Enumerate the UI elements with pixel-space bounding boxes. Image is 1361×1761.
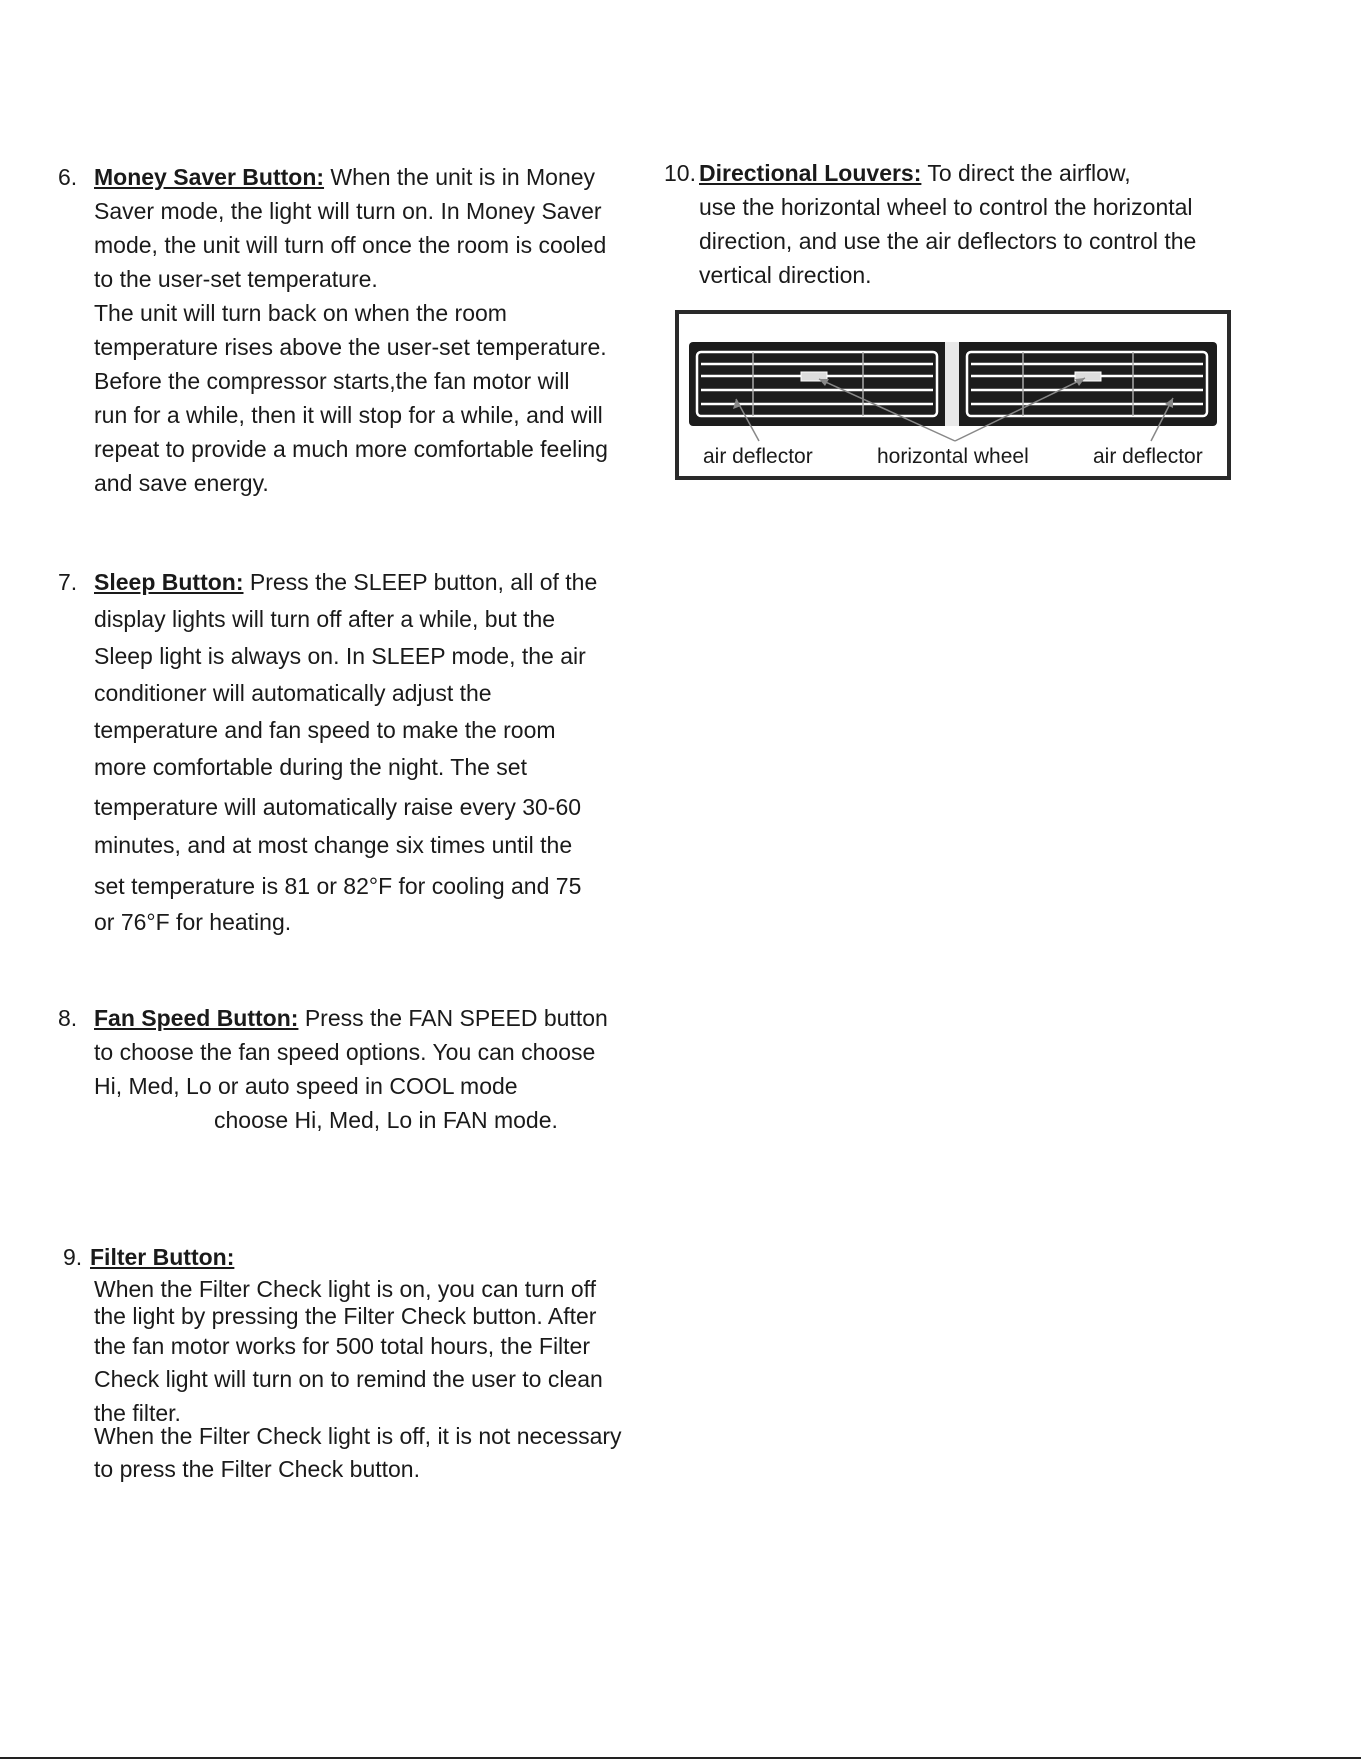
caption-horizontal-wheel: horizontal wheel bbox=[877, 445, 1029, 468]
item-text: the filter. bbox=[94, 1400, 181, 1426]
item-text: Press the FAN SPEED button bbox=[298, 1005, 608, 1031]
louver-figure bbox=[675, 310, 1231, 480]
item-first-line bbox=[94, 1001, 608, 1035]
item-first-line bbox=[699, 156, 1131, 190]
item-heading: Sleep Button: bbox=[94, 569, 244, 595]
item-text: more comfortable during the night. The set bbox=[94, 754, 527, 780]
item-text: or 76°F for heating. bbox=[94, 909, 292, 935]
item-text: Check light will turn on to remind the user to clean bbox=[94, 1366, 603, 1392]
caption-left-air-deflector: air deflector bbox=[703, 445, 813, 468]
item-text: When the unit is in Money bbox=[324, 164, 596, 190]
item-text: use the horizontal wheel to control the horizontal bbox=[699, 194, 1193, 220]
item-number: 6. bbox=[58, 164, 78, 190]
section-directional-louvers bbox=[664, 156, 1304, 296]
louver-divider bbox=[945, 342, 959, 426]
item-text: When the Filter Check light is off, it is not necessary bbox=[94, 1423, 622, 1449]
item-number: 10. bbox=[664, 160, 696, 186]
caption-right-air-deflector: air deflector bbox=[1093, 445, 1203, 468]
section-sleep bbox=[58, 565, 658, 945]
item-text: to choose the fan speed options. You can choose bbox=[94, 1039, 596, 1065]
item-text: Hi, Med, Lo or auto speed in COOL mode bbox=[94, 1073, 518, 1099]
item-number: 7. bbox=[58, 569, 78, 595]
item-text: To direct the airflow, bbox=[921, 160, 1131, 186]
item-text: and save energy. bbox=[94, 470, 269, 496]
item-text: vertical direction. bbox=[699, 262, 872, 288]
item-text: temperature and fan speed to make the room bbox=[94, 717, 556, 743]
item-text: Before the compressor starts,the fan motor will bbox=[94, 368, 570, 394]
item-heading: Money Saver Button: bbox=[94, 164, 325, 190]
footer-rule bbox=[0, 1757, 1361, 1759]
item-first-line bbox=[90, 1240, 234, 1274]
section-fan-speed bbox=[58, 1001, 678, 1141]
section-filter bbox=[58, 1240, 698, 1500]
item-text: display lights will turn off after a while, but the bbox=[94, 606, 556, 632]
item-text: the light by pressing the Filter Check button. After bbox=[94, 1303, 597, 1329]
item-text: set temperature is 81 or 82°F for cooling and 75 bbox=[94, 873, 582, 899]
item-text: the fan motor works for 500 total hours, the Filter bbox=[94, 1333, 591, 1359]
item-text: direction, and use the air deflectors to control the bbox=[699, 228, 1197, 254]
item-heading: Filter Button: bbox=[90, 1244, 235, 1270]
item-text: minutes, and at most change six times until the bbox=[94, 832, 573, 858]
item-text: Sleep light is always on. In SLEEP mode, the air bbox=[94, 643, 586, 669]
item-text: run for a while, then it will stop for a while, and will bbox=[94, 402, 603, 428]
item-text: mode, the unit will turn off once the room is cooled bbox=[94, 232, 607, 258]
item-text: The unit will turn back on when the room bbox=[94, 300, 507, 326]
item-heading: Fan Speed Button: bbox=[94, 1005, 299, 1031]
item-text: conditioner will automatically adjust the bbox=[94, 680, 492, 706]
item-text: to the user-set temperature. bbox=[94, 266, 378, 292]
item-heading: Directional Louvers: bbox=[699, 160, 922, 186]
item-text: When the Filter Check light is on, you can turn off bbox=[94, 1276, 596, 1302]
item-text: repeat to provide a much more comfortable feeling bbox=[94, 436, 608, 462]
item-first-line bbox=[94, 565, 597, 599]
item-number: 8. bbox=[58, 1005, 78, 1031]
item-text: temperature will automatically raise every 30-60 bbox=[94, 794, 582, 820]
item-text: to press the Filter Check button. bbox=[94, 1456, 420, 1482]
item-text: Saver mode, the light will turn on. In Money Saver bbox=[94, 198, 602, 224]
item-text: Press the SLEEP button, all of the bbox=[243, 569, 598, 595]
section-money-saver bbox=[58, 160, 658, 500]
item-first-line bbox=[94, 160, 595, 194]
item-number: 9. bbox=[63, 1244, 83, 1270]
item-text: choose Hi, Med, Lo in FAN mode. bbox=[214, 1107, 558, 1133]
item-text: temperature rises above the user-set temperature. bbox=[94, 334, 607, 360]
